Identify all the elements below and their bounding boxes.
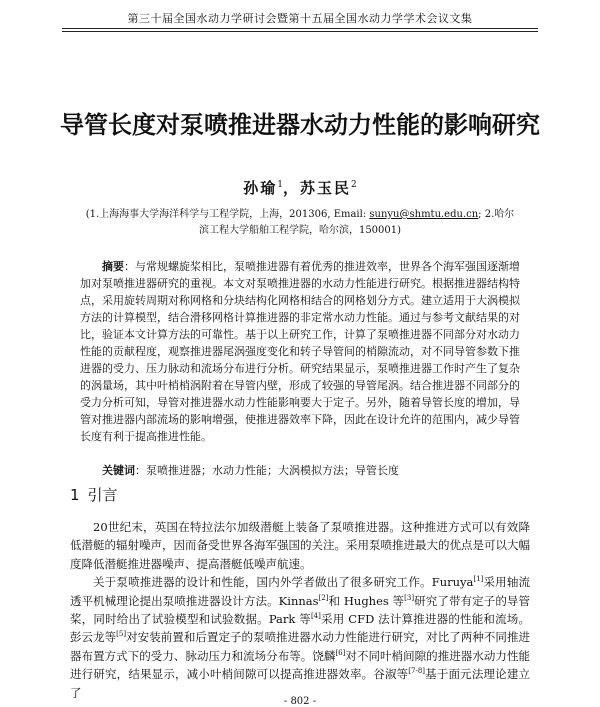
section-heading <box>70 484 118 505</box>
section-number: 1 <box>70 486 80 504</box>
paragraph-text: 研究了带有定子的导管桨，同时给出了试验模型和试验数据。Park 等 <box>70 593 531 627</box>
section-title: 引言 <box>87 486 118 504</box>
citation-ref[interactable]: [4] <box>310 612 321 621</box>
paragraph-text: 关于泵喷推进器的设计和性能，国内外学者做出了很多研究工作。Furuya <box>93 575 474 590</box>
paragraph-text: 采用轴流透平机械理论提出泵喷推进器设计方法。Kinnas <box>70 575 531 608</box>
body-paragraph <box>70 573 530 702</box>
header-rule <box>62 28 538 32</box>
citation-ref[interactable]: [7-8] <box>408 667 426 676</box>
citation-ref[interactable]: [2] <box>318 593 329 602</box>
body-paragraph <box>70 518 530 573</box>
author-list <box>0 177 600 198</box>
author-name: 孙瑜 <box>243 179 278 197</box>
citation-ref[interactable]: [5] <box>116 630 127 639</box>
author-affil-mark: 2 <box>351 180 357 190</box>
citation-ref[interactable]: [3] <box>404 593 415 602</box>
paragraph-text: 对安装前置和后置定子的泵喷推进器水动力性能进行研究，对比了两种不同推进器布置方式下的受力、脉动压力和流场分布等。饶麟 <box>70 630 531 663</box>
paragraph-text: 基于面元法理论建立了 <box>70 667 530 700</box>
affiliation-prefix: (1.上海海事大学海洋科学与工程学院，上海，201306, Email: <box>85 209 370 220</box>
citation-ref[interactable]: [1] <box>473 575 484 584</box>
paper-title: 导管长度对泵喷推进器水动力性能的影响研究 <box>60 111 540 139</box>
affiliation <box>82 207 518 239</box>
running-header: 第三十届全国水动力学研讨会暨第十五届全国水动力学学术会议文集 <box>127 12 473 25</box>
abstract-label: 摘要 <box>102 260 124 273</box>
author-affil-mark: 1 <box>277 180 283 190</box>
page-number: - 802 - <box>283 696 317 707</box>
abstract <box>80 258 520 445</box>
email-link[interactable]: sunyu@shmtu.edu.cn <box>369 209 479 220</box>
keywords-text: ：泵喷推进器；水动力性能；大涡模拟方法；导管长度 <box>135 464 399 477</box>
citation-ref[interactable]: [6] <box>335 649 346 658</box>
author-separator: ， <box>282 179 300 197</box>
abstract-text: ：与常规螺旋桨相比，泵喷推进器有着优秀的推进效率，世界各个海军强国逐渐增加对泵喷推进器研究的重视。本文对泵喷推进器的水动力性能进行研究。根据推进器结构特点，采用旋转周期对称网格和分块结构化网格相结合的网格划分方式。建立适用于大涡模拟方法的计算模型，结合滑移网格计算推进器的非定常水动力性能。通过与参考文献结果的对比，验证本文计算方法的可靠性。基于以上研究工作，计算了泵喷推进器不同部分对水动力性能的贡献程度，观察推进器尾涡强度变化和转子导管间的梢隙流动，对不同导管参数下推进器的受力、压力脉动和流场分布进行分析。研究结果显示，泵喷推进器工作时产生了复杂的涡量场，其中叶梢梢涡附着在导管内壁，形成了较强的导管尾涡。结合推进器不同部分的受力分析可知，导管对推进器水动力性能影响要大于定子。另外，随着导管长度的增加，导管对推进器内部流场的影响增强，使推进器效率下降，因此在设计允许的范围内，减少导管长度有利于提高推进性能。 <box>80 260 520 443</box>
paragraph-text: 采用 CFD 法计算推进器的性能和流场。彭云龙等 <box>70 612 531 645</box>
author-name: 苏玉民 <box>300 179 352 197</box>
paragraph-text: 20世纪末，英国在特拉法尔加级潜艇上装备了泵喷推进器。这种推进方式可以有效降低潜艇的辐射噪声，因而备受世界各海军强国的关注。采用泵喷推进最大的优点是可以大幅度降低潜艇推进器噪声、提高潜艇低噪声航速。 <box>70 520 530 571</box>
keywords-label: 关键词 <box>102 464 135 477</box>
paragraph-text: 和 Hughes 等 <box>328 593 405 608</box>
keywords <box>80 462 520 479</box>
affiliation-suffix: ; 2.哈尔滨工程大学船舶工程学院，哈尔滨，150001) <box>198 209 515 236</box>
paragraph-text: 对不同叶梢间隙的推进器水动力性能进行研究，结果显示，减小叶梢间隙可以提高推进器效率。谷淑等 <box>70 648 531 682</box>
body-text <box>70 518 530 702</box>
